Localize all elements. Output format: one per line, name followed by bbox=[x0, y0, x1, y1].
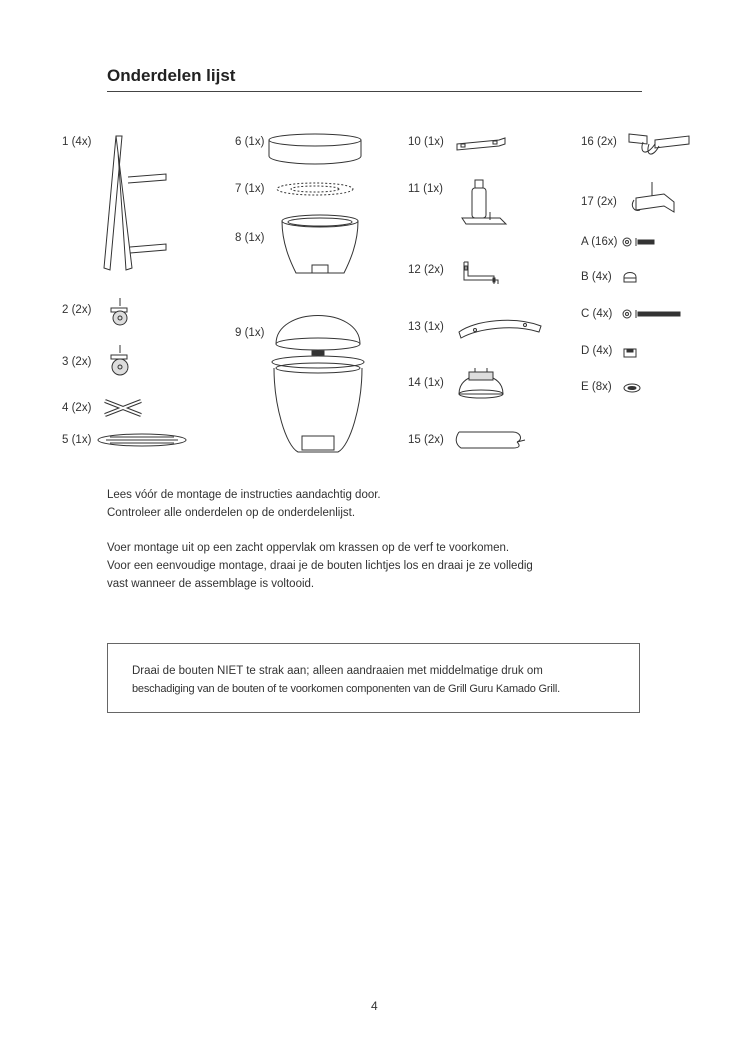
part-label-5: 5 (1x) bbox=[62, 434, 92, 446]
page-number: 4 bbox=[371, 999, 378, 1013]
part-label-17: 17 (2x) bbox=[581, 196, 617, 208]
hinge-bracket-17-icon bbox=[630, 180, 676, 218]
bolt-a-icon bbox=[622, 236, 658, 248]
side-shelf-icon bbox=[455, 428, 533, 452]
part-label-d: D (4x) bbox=[581, 345, 613, 357]
kamado-grill-body-icon bbox=[268, 296, 368, 458]
hinge-bracket-16-icon bbox=[625, 130, 691, 160]
bolt-c-icon bbox=[622, 308, 682, 320]
part-label-b: B (4x) bbox=[581, 271, 612, 283]
warning-line: beschadiging van de bouten of te voorkomen componenten van de Grill Guru Kamado Grill. bbox=[132, 683, 560, 695]
top-vent-icon bbox=[455, 368, 507, 402]
page-title: Onderdelen lijst bbox=[107, 66, 236, 85]
cap-nut-b-icon bbox=[622, 270, 638, 284]
part-label-12: 12 (2x) bbox=[408, 264, 444, 276]
part-label-3: 3 (2x) bbox=[62, 356, 92, 368]
bracket-10-icon bbox=[455, 136, 507, 156]
caster-wheel-icon bbox=[105, 296, 135, 328]
part-label-16: 16 (2x) bbox=[581, 136, 617, 148]
instruction-line: Lees vóór de montage de instructies aandachtig door. bbox=[107, 489, 381, 501]
part-label-6: 6 (1x) bbox=[235, 136, 265, 148]
bracket-12-icon bbox=[460, 260, 502, 286]
leg-frame-icon bbox=[100, 132, 170, 274]
caster-wheel-brake-icon bbox=[105, 343, 135, 377]
part-label-15: 15 (2x) bbox=[408, 434, 444, 446]
part-label-1: 1 (4x) bbox=[62, 136, 92, 148]
part-label-13: 13 (1x) bbox=[408, 321, 444, 333]
nut-d-icon bbox=[622, 345, 638, 359]
handle-icon bbox=[455, 314, 545, 340]
charcoal-grate-icon bbox=[275, 181, 355, 197]
part-label-4: 4 (2x) bbox=[62, 402, 92, 414]
part-label-7: 7 (1x) bbox=[235, 183, 265, 195]
part-label-e: E (8x) bbox=[581, 381, 612, 393]
instruction-line: Controleer alle onderdelen op de onderdelenlijst. bbox=[107, 506, 356, 519]
part-label-10: 10 (1x) bbox=[408, 136, 444, 148]
instruction-line: Voor een eenvoudige montage, draai je de bouten lichtjes los en draai je ze volledig bbox=[107, 560, 533, 573]
part-label-9: 9 (1x) bbox=[235, 327, 265, 339]
vent-handle-icon bbox=[460, 176, 508, 232]
title-divider bbox=[107, 91, 642, 92]
fire-box-icon bbox=[280, 213, 360, 279]
grill-grate-icon bbox=[96, 432, 188, 448]
cross-bracket-icon bbox=[103, 398, 143, 418]
part-label-14: 14 (1x) bbox=[408, 377, 444, 389]
part-label-a: A (16x) bbox=[581, 236, 618, 248]
instructions bbox=[107, 487, 533, 594]
part-label-c: C (4x) bbox=[581, 308, 613, 320]
washer-e-icon bbox=[622, 382, 642, 394]
instruction-line: Voer montage uit op een zacht oppervlak om krassen op de verf te voorkomen. bbox=[107, 542, 510, 555]
part-label-11: 11 (1x) bbox=[408, 183, 443, 195]
ring-icon bbox=[267, 132, 363, 166]
part-label-8: 8 (1x) bbox=[235, 232, 265, 244]
warning-box bbox=[107, 643, 640, 713]
warning-line: Draai de bouten NIET te strak aan; alleen aandraaien met middelmatige druk om bbox=[132, 665, 543, 677]
instruction-line: vast wanneer de assemblage is voltooid. bbox=[107, 577, 315, 590]
part-label-2: 2 (2x) bbox=[62, 304, 92, 316]
